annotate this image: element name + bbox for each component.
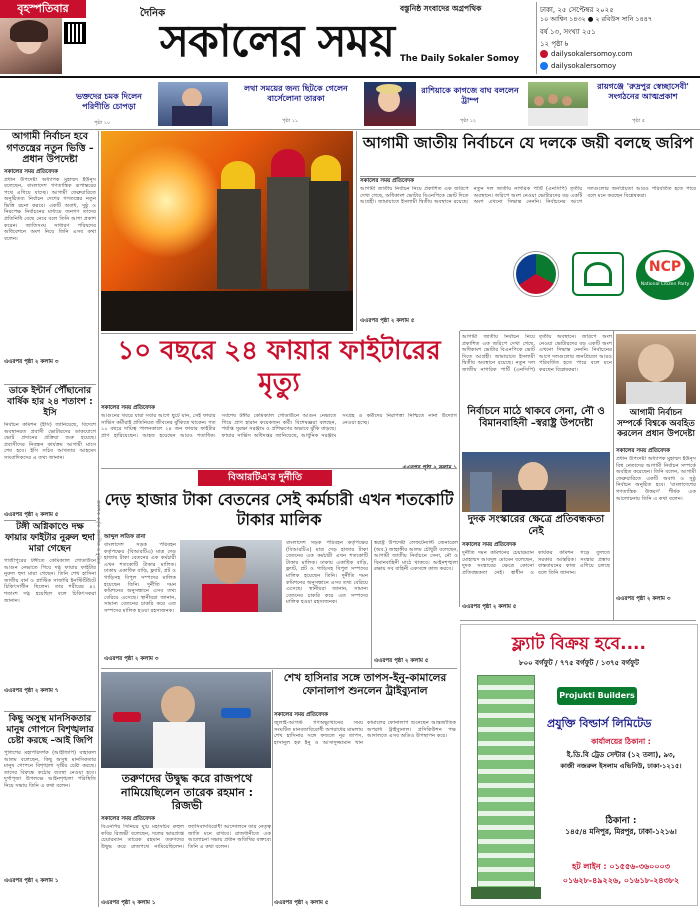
- tarique-body: বিএনপির সিনিয়র যুগ্ম মহাসচিব রুহুল কবির রিজভী বলেছেন, দলের ভারপ্রাপ্ত চেয়ারম্যান তারেক রহমান তরুণদের উদ্বুদ্ধ করে রাজপথে নামিয়েছিলেন। ফ্যাসিবাদবিরোধী আন্দোলনে তার নেতৃত্ব জাতি মনে রাখবে। রাজধানীতে এক আলোচনা সভায় প্রধান অতিথির বক্তব্যে তিনি এ কথা বলেন।: [101, 824, 271, 850]
- story-body: পুলিশের মহাপরিদর্শক (আইজিপি) বাহারুল আলম বলেছেন, কিছু অসুস্থ মানসিকতার মানুষ গোপনে বিশৃঙ্খলা সৃষ্টির চেষ্টা করছে। তাদের বিরুদ্ধে কঠোর ব্যবস্থা নেওয়া হবে। দুর্গাপূজা উপলক্ষে আইনশৃঙ্খলা পরিস্থিতি নিয়ে সভায় তিনি এ কথা বলেন।: [4, 750, 96, 789]
- brta-headline: দেড় হাজার টাকা বেতনের সেই কর্মচারী এখন শতকোটি টাকার মালিক: [104, 490, 454, 529]
- story-body: প্রধান উপদেষ্টা অধ্যাপক মুহাম্মদ ইউনূস বলেছেন, বাংলাদেশ গণতান্ত্রিক রূপান্তরের পথে এগিয়ে যাচ্ছে। আগামী ফেব্রুয়ারিতে অনুষ্ঠিতব্য নির্বাচন দেশের গণতন্ত্রের নতুন ভিত্তি রচনা করবে। একটি অবাধ, সুষ্ঠু ও নিরপেক্ষ নির্বাচনের মাধ্যমে জনগণ তাদের প্রতিনিধি বেছে নেবে বলে তিনি আশা প্রকাশ করেন। জাতিসংঘ সাধারণ পরিষদের অধিবেশনে অংশ নিয়ে তিনি এসব কথা বলেন।: [4, 176, 96, 242]
- survey-kicker: সকালের সময় প্রতিবেদক: [360, 178, 414, 184]
- ad-office-line1: ই.ডি.বি ট্রেড সেন্টার (১২ তলা), ৯৩,: [566, 751, 676, 759]
- ncp-logo-title: NCP: [645, 252, 685, 282]
- teaser-1-photo: [158, 82, 228, 126]
- nameplate-prefix: দৈনিক: [140, 8, 166, 19]
- army-headline: নির্বাচনে মাঠে থাকবে সেনা, নৌ ও বিমানবাহিনী –স্বরাষ্ট্র উপদেষ্টা: [467, 406, 605, 429]
- tarique-kicker: সকালের সময় প্রতিবেদক: [101, 816, 155, 822]
- survey-more: এএরপর পৃষ্ঠা ২ কলাম ৫: [360, 318, 415, 324]
- nameplate-title: সকালের সময়: [160, 16, 395, 67]
- story-body: নির্বাচন কমিশন (ইসি) জানিয়েছে, বিদেশে অবস্থানরত প্রবাসী ভোটারদের ডাকযোগে ভোট প্রদানের প্রক্রিয়া শুরু হয়েছে। প্রবাসীদের নিবন্ধন কার্যক্রম আগামী মাসে শেষ হবে। ইসি সচিব আখতার আহমেদ সাংবাদিকদের এ তথ্য জানান।: [4, 422, 96, 461]
- continued-note: এএরপর পৃষ্ঠা ২ কলাম ৭: [4, 688, 59, 694]
- teaser-1[interactable]: [64, 78, 230, 128]
- flat-sale-ad[interactable]: [460, 624, 698, 906]
- ad-office-line2: কাজী নজরুল ইসলাম এভিনিউ, ঢাকা-১২১৫।: [560, 762, 682, 770]
- pages-price: ১২ পৃষ্ঠা ৳: [540, 40, 569, 48]
- ad-office-label: কার্যালয়ের ঠিকানা :: [591, 737, 651, 746]
- story-headline: ডাকে ইন্টার্ন পৌঁছানোর বার্ষিক হার ২৪ শতাংশ : ইসি: [7, 386, 93, 418]
- survey-headline: আগামী জাতীয় নির্বাচনে যে দলকে জয়ী বলছে জরিপ: [362, 134, 694, 152]
- facebook-icon: [540, 62, 548, 70]
- website-link[interactable]: dailysokalersomoy.com: [540, 50, 632, 58]
- teaser-2[interactable]: [232, 78, 362, 128]
- continued-note: এএরপর পৃষ্ঠা ২ কলাম ৩: [4, 358, 59, 365]
- firefighters-photo: [101, 131, 353, 331]
- qr-code-icon: [64, 22, 86, 44]
- survey-continued[interactable]: [462, 334, 612, 402]
- hasina-headline: শেখ হাসিনার সঙ্গে তাপস-ইনু-কামালের ফোনালাপ শুনলেন ট্রাইব্যুনাল: [283, 672, 447, 697]
- teaser-4-photo: [528, 82, 588, 126]
- dudok-body: দুর্নীতি দমন কমিশনের চেয়ারম্যান মোহাম্মদ আবদুল মোমেন বলেছেন, দুদক সংস্কারের ক্ষেত্রে কোনো প্রতিবন্ধকতা নেই। স্বাধীন ও কার্যকর কমিশন গড়ে তুলতে সরকার আন্তরিক। সংস্কার প্রস্তাব বাস্তবায়নের কাজ এগিয়ে চলছে বলে তিনি জানান।: [462, 550, 610, 576]
- continued-note: এএরপর পৃষ্ঠা ২ কলাম ৩: [104, 656, 159, 662]
- story-headline: আগামী নির্বাচন হবে গণতন্ত্রের নতুন ভিত্তি –প্রধান উপদেষ্টা: [6, 131, 94, 165]
- bnp-logo-icon: [514, 252, 558, 296]
- teaser-3-photo: [364, 82, 416, 126]
- issue-number: বর্ষ ১৩, সংখ্যা ২৫১: [540, 28, 596, 36]
- story-tongi-fire[interactable]: [4, 522, 96, 696]
- story-election-foundation[interactable]: [4, 131, 96, 367]
- hasina-kicker: সকালের সময় প্রতিবেদক: [274, 712, 328, 718]
- ad-address: ১৪৫/৪ মনিপুর, মিরপুর, ঢাকা-১২১৬।: [565, 827, 677, 836]
- yunus-photo: [616, 334, 696, 404]
- lead-headline: ১০ বছরে ২৪ ফায়ার ফাইটারের মৃত্যু: [117, 336, 441, 398]
- jamaat-logo-icon: [572, 252, 624, 296]
- teaser-3[interactable]: [364, 78, 524, 128]
- ad-logo: Projukti Builders: [557, 687, 637, 705]
- survey-body: আগামী জাতীয় নির্বাচন নিয়ে প্রকাশিত এক জরিপে দেখা গেছে, অধিকাংশ ভোটার বিএনপিকে ভোট দিতে আগ্রহী। জামায়াতে ইসলামী দ্বিতীয় অবস্থানে রয়েছে। নতুন দল জাতীয় নাগরিক পার্টি (এনসিপি) তৃতীয় অবস্থানে। জরিপে অংশ নেওয়া ভোটারদের বড় একটি অংশ এখনো সিদ্ধান্ত নেননি। নির্বাচনের আগে দলগুলোর জনপ্রিয়তা আরও পরিবর্তিত হতে পারে বলে মনে করছেন বিশ্লেষকরা।: [360, 186, 696, 206]
- ad-headline: ফ্ল্যাট বিক্রয় হবে....: [512, 634, 646, 654]
- lead-body: আগুনের খবরে যারা সবার আগে ছুটে যান, সেই ফায়ার সার্ভিস কর্মীরাই প্রতিনিয়ত জীবনের ঝুঁকিতে থাকেন। গত ১০ বছরে দায়িত্ব পালনকালে ২৪ জন ফায়ার ফাইটার প্রাণ হারিয়েছেন। আহত হয়েছেন আরও শতাধিক। সর্বশেষ টঙ্গীর কেমিক্যাল গোডাউনে আগুন নেভাতে গিয়ে প্রাণ হারান কয়েকজন কর্মী। বিশেষজ্ঞরা বলছেন, পর্যাপ্ত সুরক্ষা সরঞ্জাম ও প্রশিক্ষণের অভাবে ঝুঁকি বাড়ছে। ফায়ার সার্ভিস অধিদপ্তর জানিয়েছে, আধুনিক সরঞ্জাম সংগ্রহ ও কর্মীদের নিরাপত্তা নিশ্চিতে নানা উদ্যোগ নেওয়া হচ্ছে।: [101, 413, 457, 439]
- globe-icon: [540, 50, 548, 58]
- story-igp[interactable]: [4, 714, 96, 886]
- continued-note: এএরপর পৃষ্ঠা ২ কলাম ১: [4, 878, 59, 884]
- continued-note: এএরপর পৃষ্ঠা ২ কলাম ৫: [374, 658, 429, 664]
- lead-story[interactable]: [101, 405, 457, 473]
- dudok-headline: দুদক সংস্কারের ক্ষেত্রে প্রতিবন্ধকতা নেই: [467, 514, 605, 537]
- teaser-2-page: পৃষ্ঠা ১১: [282, 118, 299, 124]
- party-logos: [512, 248, 696, 302]
- army-story[interactable]: [462, 406, 610, 430]
- election-world-body-wrap[interactable]: [616, 448, 696, 604]
- teaser-4-page: পৃষ্ঠা ৫: [632, 118, 645, 124]
- date-line: ঢাকা, ২৫ সেপ্টেম্বর ২০২৫: [540, 6, 614, 14]
- story-body: গাজীপুরের টঙ্গীতে কেমিক্যাল গোডাউনে আগুন নেভাতে গিয়ে দগ্ধ ফায়ার ফাইটার নুরুল হুদা মারা গেছেন। তিনি শেখ হাসিনা জাতীয় বার্ন ও প্লাস্টিক সার্জারি ইনস্টিটিউটে চিকিৎসাধীন ছিলেন। তার শরীরের ৪২ শতাংশ দগ্ধ হয়েছিল বলে চিকিৎসকরা জানান।: [4, 558, 96, 604]
- survey-body-cont: আগামী জাতীয় নির্বাচন নিয়ে প্রকাশিত এক জরিপে দেখা গেছে, অধিকাংশ ভোটার বিএনপিকে ভোট দিতে আগ্রহী। জামায়াতে ইসলামী দ্বিতীয় অবস্থানে রয়েছে। নতুন দল জাতীয় নাগরিক পার্টি (এনসিপি) তৃতীয় অবস্থানে। জরিপে অংশ নেওয়া ভোটারদের বড় একটি অংশ এখনো সিদ্ধান্ত নেননি। নির্বাচনের আগে দলগুলোর জনপ্রিয়তা আরও পরিবর্তিত হতে পারে বলে মনে করছেন বিশ্লেষকরা।: [462, 334, 612, 373]
- teaser-2-title: লথা সময়ের জন্য ছিটকে গেলেন বার্সেলোনা তারকা: [244, 84, 348, 103]
- date-line-hijri: ১০ আশ্বিন ১৪৩২ ● ২ রবিউস সানি ১৪৪৭: [540, 15, 653, 23]
- english-title: The Daily Sokaler Somoy: [400, 54, 520, 64]
- election-world-story[interactable]: [616, 334, 696, 404]
- ad-address-label: ঠিকানা :: [605, 816, 637, 826]
- continued-note: এএরপর পৃষ্ঠা ২ কলাম ৫: [274, 900, 329, 906]
- ad-phones: ০১৬২৮-৪৯২২৬, ০১৬১৮-২৪৩৮২: [562, 876, 680, 885]
- teaser-3-page: পৃষ্ঠা ১২: [460, 118, 477, 124]
- tarique-headline: তরুণদের উদ্বুদ্ধ করে রাজপথে নামিয়েছিলেন তারেক রহমান : রিজভী: [120, 772, 254, 812]
- dudok-kicker: সকালের সময় প্রতিবেদক: [462, 542, 516, 548]
- model-photo: [0, 18, 62, 74]
- teaser-1-title: ভক্তদের চমক দিলেন পরিণীতি চোপড়া: [76, 92, 142, 111]
- continued-note: এএরপর পৃষ্ঠা ২ কলাম ৩: [616, 596, 671, 602]
- brta-label: বিআরটিএ'র দুর্নীতি: [198, 470, 332, 486]
- story-headline: টঙ্গী অগ্নিকাণ্ডে দক্ষ ফায়ার ফাইটার নুরুল হুদা মারা গেছেন: [5, 522, 95, 554]
- ad-company: প্রযুক্তি বিল্ডার্স লিমিটেড: [547, 717, 652, 730]
- story-postal-vote[interactable]: [4, 386, 96, 520]
- story-kicker: সকালের সময় প্রতিবেদক: [4, 168, 58, 175]
- brta-employee-photo: [180, 540, 282, 612]
- dudok-photo: [462, 452, 610, 512]
- facebook-link[interactable]: dailysokalersomoy: [540, 62, 616, 70]
- continued-note: এএরপর পৃষ্ঠা ২ কলাম ৫: [462, 604, 517, 610]
- building-image: [471, 669, 541, 899]
- teaser-4[interactable]: [528, 78, 698, 128]
- ncp-logo: [636, 250, 694, 300]
- teaser-3-title: রাশিয়াকে কাগজে বাঘ বললেন ট্রাম্প: [421, 86, 519, 105]
- continued-note: এএরপর পৃষ্ঠা ২ কলাম ৫: [4, 512, 59, 518]
- teaser-1-page: পৃষ্ঠা ১০: [94, 120, 111, 126]
- teaser-4-title: রায়গঞ্জে 'রুদ্রপুর স্বেচ্ছাসেবী' সংগঠনের আত্মপ্রকাশ: [597, 82, 689, 101]
- ad-sizes: ৮০০ বর্গফুট / ৭৭৫ বর্গফুট / ১৩৭৫ বর্গফুট: [519, 659, 639, 667]
- lead-kicker: সকালের সময় প্রতিবেদক: [101, 405, 155, 411]
- tarique-story[interactable]: [101, 816, 271, 908]
- rizvi-photo: [101, 672, 271, 768]
- election-world-kicker: সকালের সময় প্রতিবেদক: [616, 448, 670, 454]
- tagline: বস্তুনিষ্ঠ সংবাদের অগ্রপথিক: [400, 4, 482, 13]
- election-world-headline: আগামী নির্বাচন সম্পর্কে বিশ্বকে অবহিত করলেন প্রধান উপদেষ্টা: [617, 408, 695, 439]
- imprint-vertical: প্রকাশক কর্তৃক প্রকাশিত ও মুদ্রিত: [95, 500, 101, 565]
- brta-body-right: বাংলাদেশ সড়ক পরিবহন কর্তৃপক্ষের (বিআরটিএ) মাত্র দেড় হাজার টাকা বেতনের এক কর্মচারী এখন শতকোটি টাকার মালিক। ঢাকায় একাধিক বাড়ি, ফ্ল্যাট, প্লট ও গাড়িসহ বিপুল সম্পদের মালিক হয়েছেন তিনি। দুর্নীতি দমন কমিশনের অনুসন্ধানে এসব তথ্য বেরিয়ে এসেছে। স্থানীয়রা জানান, সামান্য বেতনের চাকরি করে এত সম্পদের মালিক হওয়া রহস্যজনক।: [286, 540, 368, 606]
- weekday-band: বৃহস্পতিবার: [0, 0, 86, 18]
- dudok-story[interactable]: [462, 542, 610, 612]
- brta-body-left: বাংলাদেশ সড়ক পরিবহন কর্তৃপক্ষের (বিআরটিএ) মাত্র দেড় হাজার টাকা বেতনের এক কর্মচারী এখন শতকোটি টাকার মালিক। ঢাকায় একাধিক বাড়ি, ফ্ল্যাট, প্লট ও গাড়িসহ বিপুল সম্পদের মালিক হয়েছেন তিনি। দুর্নীতি দমন কমিশনের অনুসন্ধানে এসব তথ্য বেরিয়ে এসেছে। স্থানীয়রা জানান, সামান্য বেতনের চাকরি করে এত সম্পদের মালিক হওয়া রহস্যজনক।: [104, 542, 176, 614]
- hasina-story[interactable]: [274, 712, 456, 908]
- ad-hotline: হট লাইন : ০১৫৫৬-৩৬০০০৩: [572, 862, 670, 871]
- hasina-body: জুলাই-আগস্ট গণঅভ্যুত্থানের সময় সংঘটিত মানবতাবিরোধী অপরাধের মামলায় শেখ হাসিনার সঙ্গে ফজলে নূর তাপস, হাসানুল হক ইনু ও আসাদুজ্জামান খান কামালের ফোনালাপ শুনেছেন আন্তর্জাতিক অপরাধ ট্রাইব্যুনাল। প্রসিকিউশন পক্ষ আদালতে এসব অডিও উপস্থাপন করে।: [274, 720, 456, 746]
- brta-kicker: আব্দুল লতিফ রানা: [104, 534, 146, 540]
- survey-story[interactable]: [360, 178, 696, 252]
- army-body: স্বরাষ্ট্র উপদেষ্টা লেফটেন্যান্ট জেনারেল (অব.) জাহাঙ্গীর আলম চৌধুরী বলেছেন, আগামী জাতীয় নির্বাচনে সেনা, নৌ ও বিমানবাহিনী মাঠে থাকবে। আইনশৃঙ্খলা রক্ষায় সব বাহিনী একসঙ্গে কাজ করবে।: [374, 540, 458, 573]
- continued-note: এএরপর পৃষ্ঠা ২ কলাম ১: [101, 900, 156, 906]
- ncp-logo-sub: National Citizen Party: [640, 282, 690, 287]
- election-world-body: প্রধান উপদেষ্টা অধ্যাপক মুহাম্মদ ইউনূস বিশ্ব নেতাদের আগামী নির্বাচন সম্পর্কে অবহিত করেছেন। তিনি বলেন, আগামী ফেব্রুয়ারিতে একটি অবাধ ও সুষ্ঠু নির্বাচন অনুষ্ঠিত হবে। 'বাংলাদেশের গণতান্ত্রিক উত্তরণ' শীর্ষক এক আলোচনায় তিনি এ কথা বলেন।: [616, 456, 696, 502]
- story-headline: কিছু অসুস্থ মানসিকতার মানুষ গোপনে বিশৃঙ্খলার চেষ্টা করছে –আই জিপি: [6, 714, 94, 746]
